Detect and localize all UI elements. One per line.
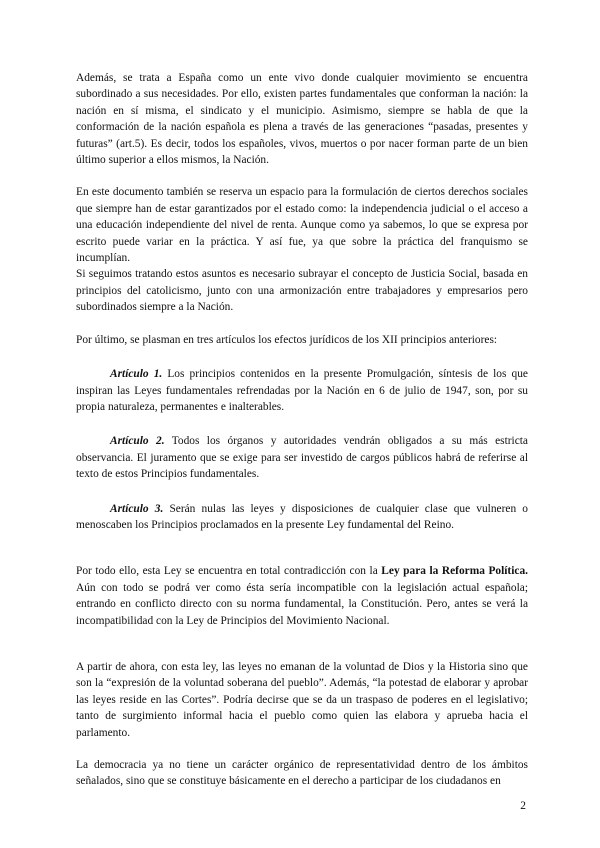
article-3 <box>76 501 528 534</box>
paragraph-articles-intro: Por último, se plasman en tres artículos los efectos jurídicos de los XII principios anteriores: <box>76 333 498 346</box>
article-1-label: Artículo 1. <box>110 368 163 381</box>
paragraph-reform-law <box>76 563 528 629</box>
article-1-text: Los principios contenidos en la presente Promulgación, síntesis de los que inspiran las Leyes fundamentales refrendadas por la Nación en 6 de julio de 1947, son, por su propia naturaleza, permanentes e inalterables. <box>76 368 528 413</box>
paragraph-social-rights: En este documento también se reserva un espacio para la formulación de ciertos derechos sociales que siempre han de estar garantizados por el estado como: la independencia judicial o el acceso a una educación independiente del nivel de renta. Aunque como ya sabemos, lo que se expresa por escrito puede variar en la práctica. Y así fue, ya que sobre la práctica del franquismo se incumplían. <box>76 186 528 265</box>
article-2 <box>76 433 528 482</box>
paragraph-social-justice: Si seguimos tratando estos asuntos es necesario subrayar el concepto de Justicia Social, basada en principios del catolicismo, junto con una armonización entre trabajadores y empresarios pero subordinados siempre a la Nación. <box>76 268 528 314</box>
article-3-text: Serán nulas las leyes y disposiciones de cualquier clase que vulneren o menoscaben los Principios proclamados en la presente Ley fundamental del Reino. <box>76 502 528 531</box>
article-2-text: Todos los órganos y autoridades vendrán obligados a su más estricta observancia. El juramento que se exige para ser investido de cargos públicos habrá de referirse al texto de estos Principios fundamentales. <box>76 435 528 481</box>
paragraph-democracy: La democracia ya no tiene un carácter orgánico de representatividad dentro de los ámbitos señalados, sino que se constituye básicamente en el derecho a participar de los ciudadanos en <box>76 759 528 788</box>
article-2-label: Artículo 2. <box>110 435 165 448</box>
article-1 <box>76 366 528 415</box>
reform-law-intro: Por todo ello, esta Ley se encuentra en total contradicción con la <box>76 565 378 578</box>
page-number: 2 <box>520 800 526 812</box>
article-3-label: Artículo 3. <box>110 502 164 515</box>
page-body <box>76 70 528 790</box>
reform-law-title: Ley para la Reforma Política. <box>381 565 528 578</box>
reform-law-body: Aún con todo se podrá ver como ésta sería incompatible con la legislación actual española; entrando en conflicto directo con su norma fundamental, la Constitución. Pero, antes se verá la incompatibilidad con la Ley de Principios del Movimiento Nacional. <box>76 581 528 627</box>
paragraph-popular-sovereignty: A partir de ahora, con esta ley, las leyes no emanan de la voluntad de Dios y la Historia sino que son la “expresión de la voluntad soberana del pueblo”. Además, “la potestad de elaborar y aprobar las leyes reside en las Cortes”. Podría decirse que se da un traspaso de poderes en el legislativo; tanto de surgimiento informal hacia el pueblo como quien las elabora y aprueba hacia el parlamento. <box>76 660 528 739</box>
paragraph-nation-organic: Además, se trata a España como un ente vivo donde cualquier movimiento se encuentra subordinado a sus necesidades. Por ello, existen partes fundamentales que conforman la nación: la nación en sí misma, el sindicato y el municipio. Asimismo, siempre se habla de que la conformación de la nación española es plena a través de las generaciones “pasadas, presentes y futuras” (art.5). Es decir, todos los españoles, vivos, muertos o por nacer forman parte de un bien último superior a ellos mismos, la Nación. <box>76 72 528 167</box>
